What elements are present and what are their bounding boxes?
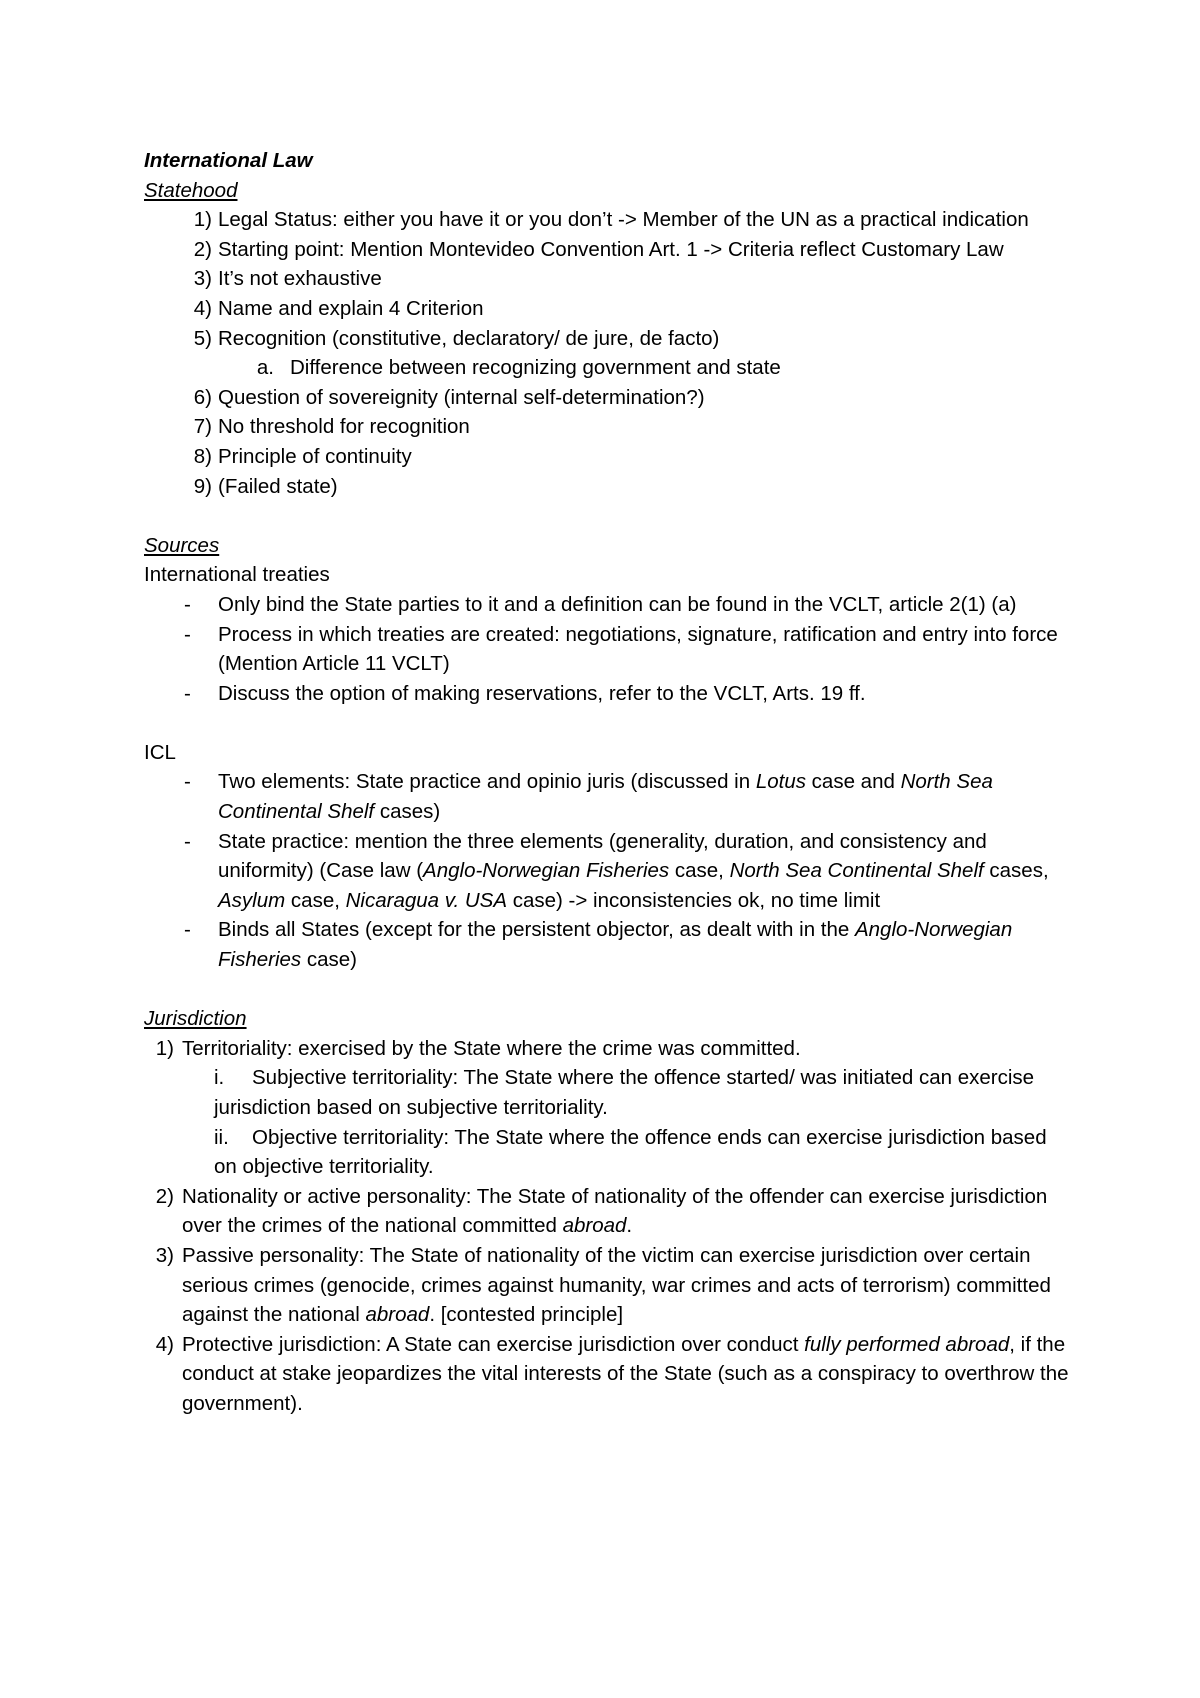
list-letter: a. (256, 356, 274, 380)
list-number: 3) (155, 1243, 174, 1267)
sources-bullet-list (144, 590, 1074, 708)
section-heading-jurisdiction: Jurisdiction (144, 1007, 247, 1031)
paragraph-spacer (144, 708, 1074, 738)
dash-bullet-icon: - (184, 681, 191, 705)
dash-bullet-icon: - (184, 622, 191, 646)
list-text: Name and explain 4 Criterion (218, 296, 484, 320)
list-number: 7) (193, 415, 212, 439)
bullet-text: Process in which treaties are created: negotiations, signature, ratification and entry into force (Mention Article 11 VCLT) (218, 622, 1058, 676)
list-number: 9) (193, 474, 212, 498)
list-number: 6) (193, 385, 212, 409)
list-text: Objective territoriality: The State where the offence ends can exercise jurisdiction based on objective territoriality. (214, 1125, 1047, 1179)
bullet-item (144, 767, 1074, 826)
list-number: 2) (193, 237, 212, 261)
list-subitem (144, 353, 1074, 383)
list-roman-numeral: i. (214, 1066, 225, 1090)
bullet-item (144, 915, 1074, 974)
list-number: 5) (193, 326, 212, 350)
list-item (144, 442, 1074, 472)
list-item (144, 205, 1074, 235)
list-text: Principle of continuity (218, 444, 412, 468)
list-number: 4) (193, 296, 212, 320)
list-text: It’s not exhaustive (218, 267, 382, 291)
bullet-text: Only bind the State parties to it and a definition can be found in the VCLT, article 2(1) (a) (218, 592, 1017, 616)
list-text: Legal Status: either you have it or you don’t -> Member of the UN as a practical indication (218, 208, 1029, 232)
list-item (144, 324, 1074, 354)
dash-bullet-icon: - (184, 829, 191, 853)
list-text: Question of sovereignity (internal self-determination?) (218, 385, 705, 409)
list-text: Recognition (constitutive, declaratory/ de jure, de facto) (218, 326, 720, 350)
list-number: 3) (193, 267, 212, 291)
bullet-text: Binds all States (except for the persistent objector, as dealt with in the Anglo-Norwegian Fisheries case) (218, 918, 1013, 972)
list-number: 1) (155, 1036, 174, 1060)
statehood-list (144, 205, 1074, 501)
list-item (144, 412, 1074, 442)
list-text: No threshold for recognition (218, 415, 470, 439)
list-text: Protective jurisdiction: A State can exercise jurisdiction over conduct fully performed abroad, if the conduct at stake jeopardizes the vital interests of the State (such as a conspiracy to overthrow the government). (182, 1332, 1069, 1415)
list-text: Passive personality: The State of nationality of the victim can exercise jurisdiction over certain serious crimes (genocide, crimes against humanity, war crimes and acts of terrorism) committed against the national abroad. [contested principle] (182, 1243, 1051, 1327)
section-heading-statehood: Statehood (144, 178, 238, 202)
list-number: 4) (155, 1332, 174, 1356)
bullet-text: Two elements: State practice and opinio juris (discussed in Lotus case and North Sea Continental Shelf cases) (218, 770, 993, 824)
list-item (144, 1330, 1074, 1419)
dash-bullet-icon: - (184, 770, 191, 794)
list-text: Nationality or active personality: The State of nationality of the offender can exercise jurisdiction over the crimes of the national committed abroad. (182, 1184, 1048, 1238)
paragraph-spacer (144, 975, 1074, 1005)
dash-bullet-icon: - (184, 918, 191, 942)
list-item (144, 1241, 1074, 1330)
dash-bullet-icon: - (184, 592, 191, 616)
section-heading-sources: Sources (144, 533, 220, 557)
bullet-item (144, 827, 1074, 916)
list-text: Difference between recognizing government and state (290, 356, 781, 380)
list-number: 2) (155, 1184, 174, 1208)
list-number: 8) (193, 444, 212, 468)
jurisdiction-list (144, 1034, 1074, 1419)
list-text: Subjective territoriality: The State where the offence started/ was initiated can exercise jurisdiction based on subjective territoriality. (214, 1066, 1035, 1119)
bullet-item (144, 679, 1074, 709)
list-text: Territoriality: exercised by the State where the crime was committed. (182, 1036, 801, 1060)
paragraph-spacer (144, 501, 1074, 531)
list-number: 1) (193, 208, 212, 232)
bullet-item (144, 590, 1074, 620)
bullet-item (144, 620, 1074, 679)
list-item (144, 264, 1074, 294)
subheading-international-treaties: International treaties (144, 563, 330, 587)
list-item (144, 1034, 1074, 1064)
list-text: Starting point: Mention Montevideo Convention Art. 1 -> Criteria reflect Customary Law (218, 237, 1004, 261)
section-heading-icl: ICL (144, 740, 176, 764)
list-item (144, 383, 1074, 413)
bullet-text: State practice: mention the three elements (generality, duration, and consistency and uniformity) (Case law (Anglo-Norwegian Fisheries case, North Sea Continental Shelf cases, Asylum case, Nicaragua v. USA case) -> inconsistencies ok, no time limit (218, 829, 1049, 912)
list-item (144, 294, 1074, 324)
list-subitem (144, 1063, 1074, 1122)
document-content (144, 146, 1074, 1419)
list-text: (Failed state) (218, 474, 338, 498)
document-title: International Law (144, 149, 313, 172)
list-item (144, 472, 1074, 502)
list-item (144, 235, 1074, 265)
list-subitem (144, 1123, 1074, 1182)
icl-bullet-list (144, 767, 1074, 974)
bullet-text: Discuss the option of making reservations, refer to the VCLT, Arts. 19 ff. (218, 681, 866, 705)
list-item (144, 1182, 1074, 1241)
list-roman-numeral: ii. (214, 1125, 229, 1149)
